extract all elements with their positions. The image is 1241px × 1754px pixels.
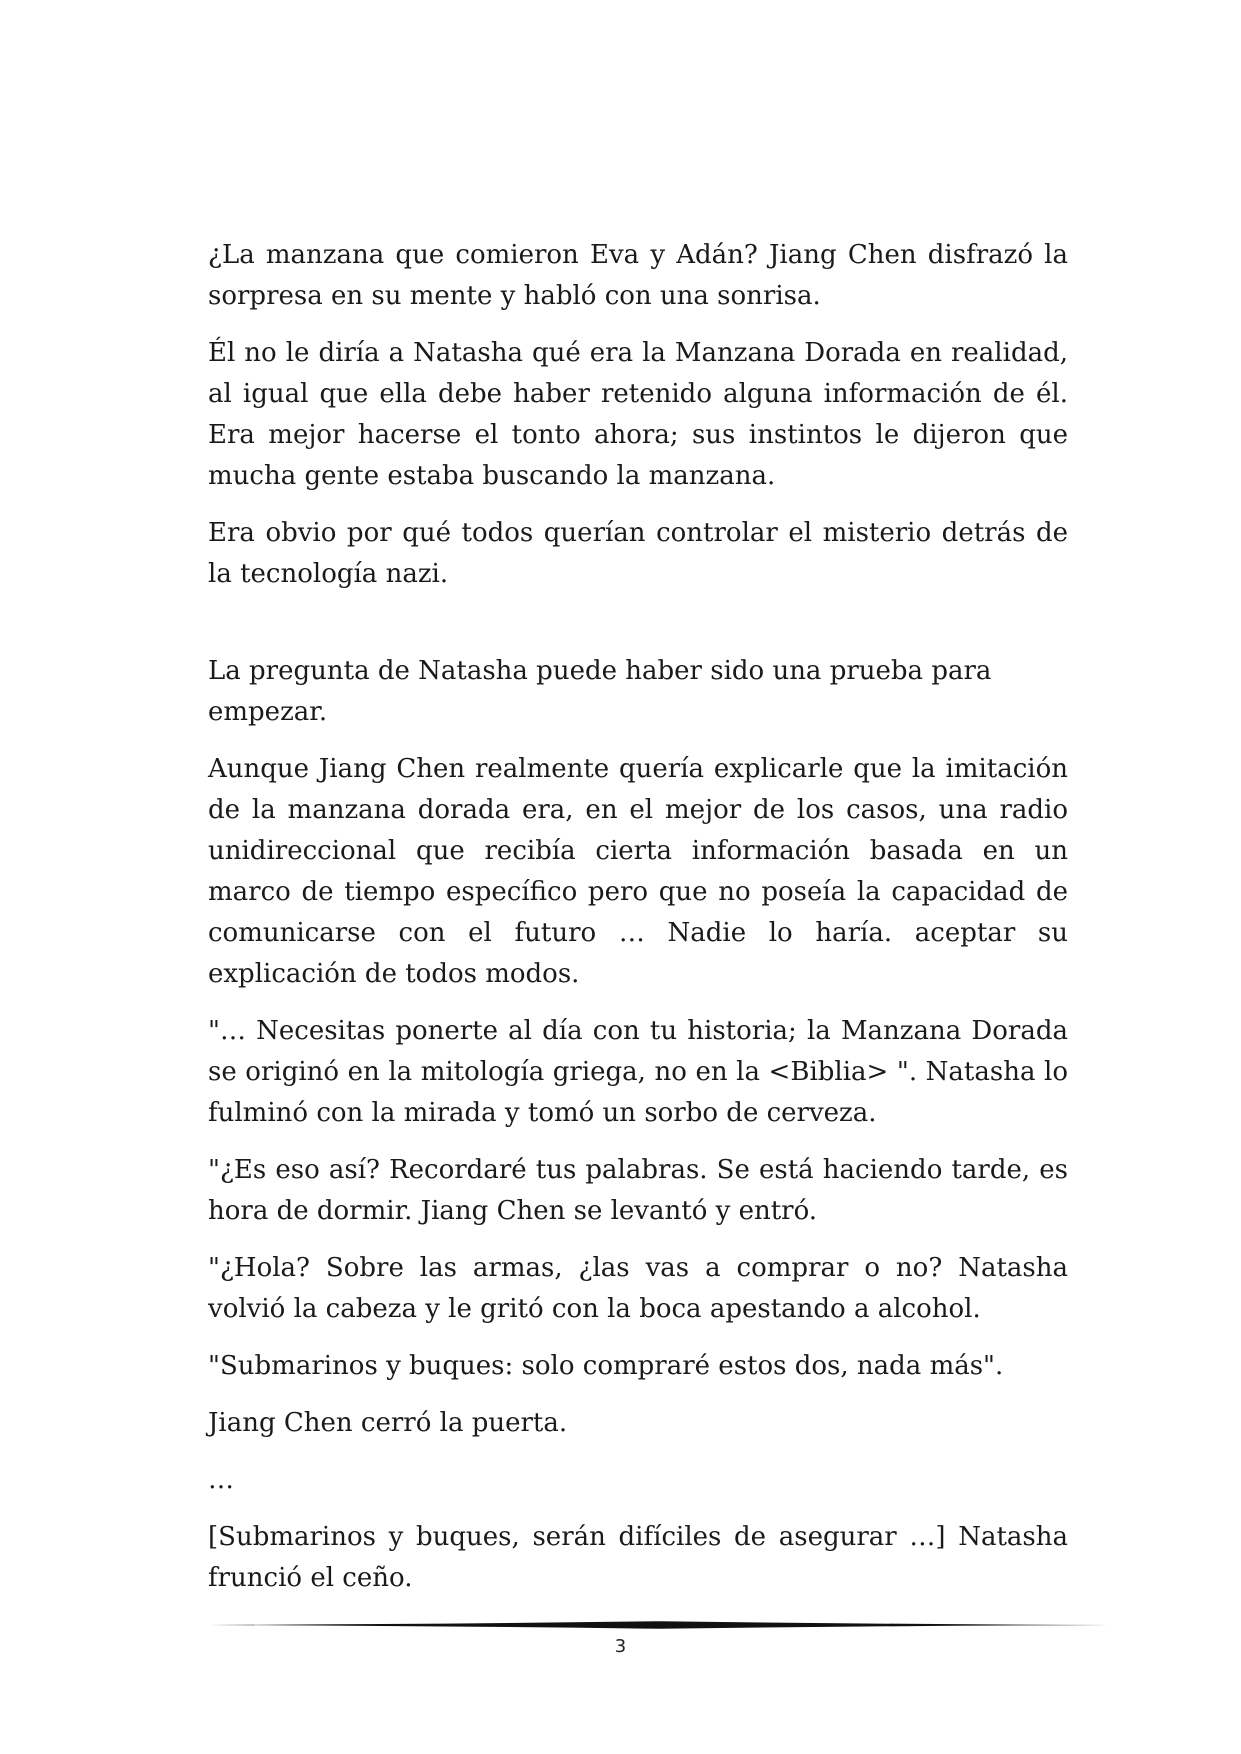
paragraph: Jiang Chen cerró la puerta. (208, 1408, 568, 1438)
paragraph: "¿Hola? Sobre las armas, ¿las vas a comprar o no? Natasha volvió la cabeza y le gritó con la boca apestando a alcohol. (208, 1253, 1068, 1324)
page-number: 3 (614, 1636, 627, 1657)
paragraph: … (208, 1465, 234, 1495)
footer-rule (208, 1618, 1110, 1632)
paragraph: "¿Es eso así? Recordaré tus palabras. Se está haciendo tarde, es hora de dormir. Jiang Chen se levantó y entró. (208, 1155, 1068, 1226)
paragraph: "Submarinos y buques: solo compraré estos dos, nada más". (208, 1351, 1004, 1381)
paragraph: [Submarinos y buques, serán difíciles de asegurar …] Natasha frunció el ceño. (208, 1522, 1068, 1593)
body-text (208, 235, 1068, 1615)
paragraph: Él no le diría a Natasha qué era la Manzana Dorada en realidad, al igual que ella debe haber retenido alguna información de él. Era mejor hacerse el tonto ahora; sus instintos le dijeron que mucha gente estaba buscando la manzana. (208, 338, 1068, 491)
paragraph: La pregunta de Natasha puede haber sido una prueba para empezar. (208, 656, 992, 727)
paragraph: Era obvio por qué todos querían controlar el misterio detrás de la tecnología nazi. (208, 518, 1068, 589)
paragraph: Aunque Jiang Chen realmente quería explicarle que la imitación de la manzana dorada era, en el mejor de los casos, una radio unidireccional que recibía cierta información basada en un marco de tiempo específico pero que no poseía la capacidad de comunicarse con el futuro … Nadie lo haría. aceptar su explicación de todos modos. (208, 754, 1068, 989)
paragraph: ¿La manzana que comieron Eva y Adán? Jiang Chen disfrazó la sorpresa en su mente y habló con una sonrisa. (208, 240, 1068, 311)
paragraph: "… Necesitas ponerte al día con tu historia; la Manzana Dorada se originó en la mitología griega, no en la <Biblia> ". Natasha lo fulminó con la mirada y tomó un sorbo de cerveza. (208, 1016, 1068, 1128)
